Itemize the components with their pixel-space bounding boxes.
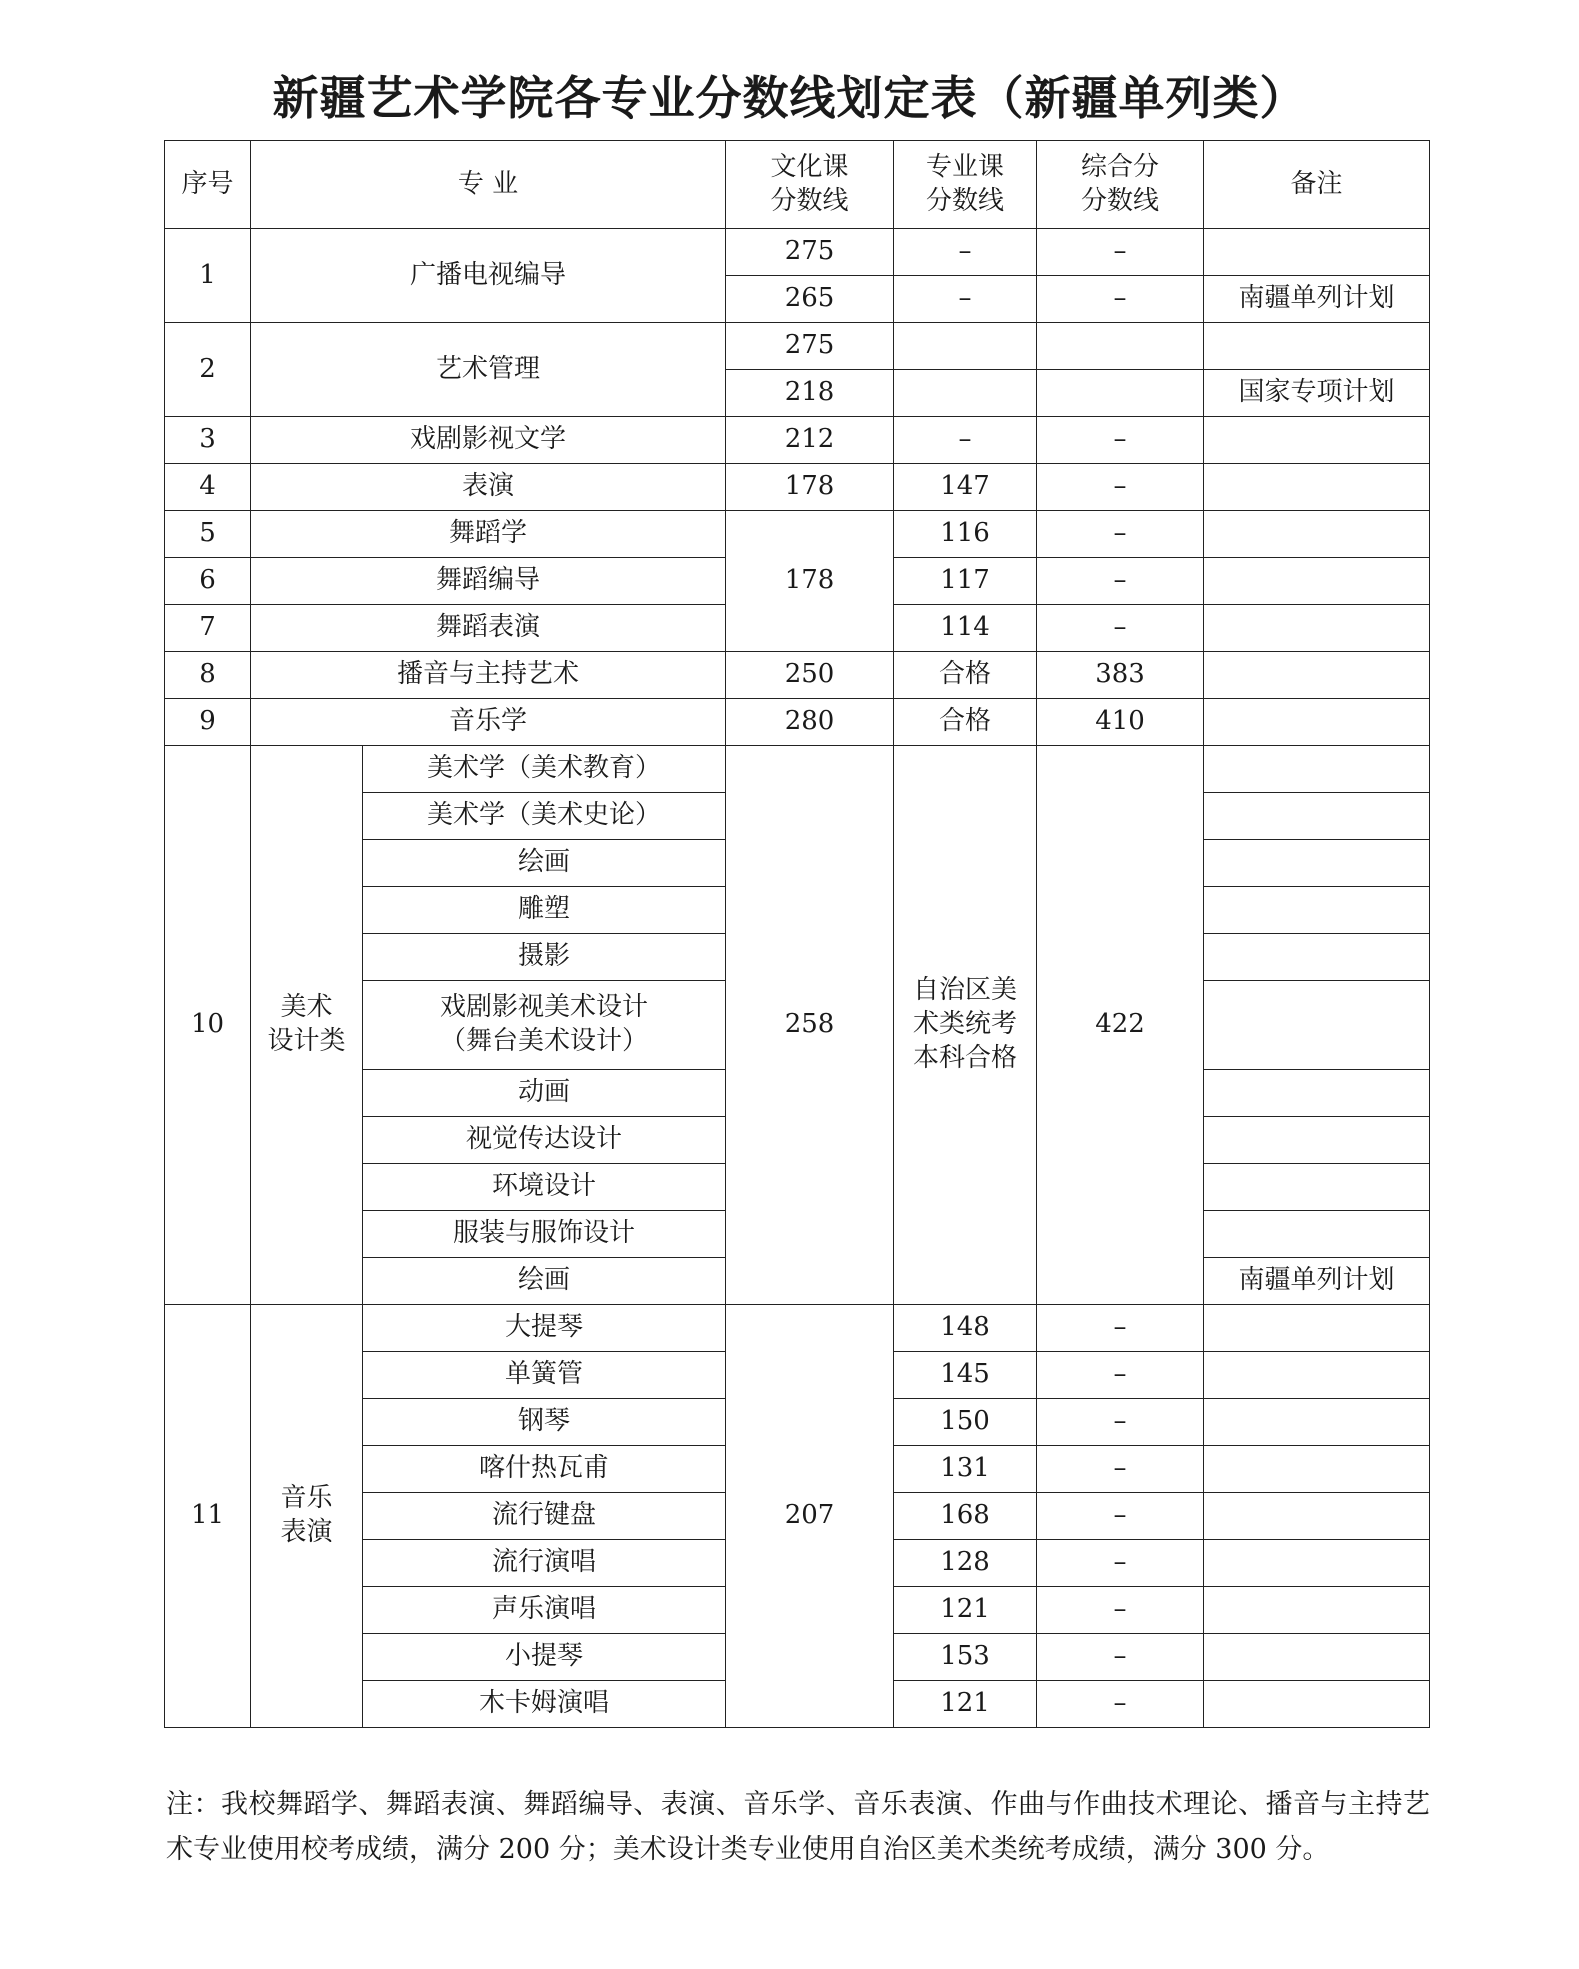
remark-cell xyxy=(1204,746,1430,793)
remark-cell xyxy=(1204,793,1430,840)
culture-cell: 178 xyxy=(726,511,894,652)
remark-cell xyxy=(1204,1305,1430,1352)
remark-cell xyxy=(1204,887,1430,934)
remark-cell xyxy=(1204,1070,1430,1117)
major-cell: 舞蹈编导 xyxy=(251,558,726,605)
category-cell: 美术 设计类 xyxy=(251,746,363,1305)
major-cell: 声乐演唱 xyxy=(363,1587,726,1634)
total-cell: – xyxy=(1037,417,1204,464)
prof-cell: 128 xyxy=(894,1540,1037,1587)
major-cell: 美术学（美术史论） xyxy=(363,793,726,840)
total-cell: – xyxy=(1037,1587,1204,1634)
total-cell: 383 xyxy=(1037,652,1204,699)
total-cell: – xyxy=(1037,1634,1204,1681)
footnote: 注：我校舞蹈学、舞蹈表演、舞蹈编导、表演、音乐学、音乐表演、作曲与作曲技术理论、播音与主持艺术专业使用校考成绩，满分 200 分；美术设计类专业使用自治区美术类统考成绩，满分 300 分。 xyxy=(166,1789,1430,1865)
major-cell: 音乐学 xyxy=(251,699,726,746)
major-cell: 雕塑 xyxy=(363,887,726,934)
seq-cell: 6 xyxy=(165,558,251,605)
remark-cell xyxy=(1204,1164,1430,1211)
remark-cell xyxy=(1204,229,1430,276)
total-cell xyxy=(1037,370,1204,417)
major-cell: 小提琴 xyxy=(363,1634,726,1681)
major-cell: 流行演唱 xyxy=(363,1540,726,1587)
header-remark: 备注 xyxy=(1204,141,1430,229)
prof-cell xyxy=(894,323,1037,370)
seq-cell: 5 xyxy=(165,511,251,558)
total-cell: – xyxy=(1037,1399,1204,1446)
culture-cell: 218 xyxy=(726,370,894,417)
seq-cell: 1 xyxy=(165,229,251,323)
major-cell: 环境设计 xyxy=(363,1164,726,1211)
total-cell: – xyxy=(1037,1540,1204,1587)
major-cell: 广播电视编导 xyxy=(251,229,726,323)
seq-cell: 10 xyxy=(165,746,251,1305)
remark-cell xyxy=(1204,1352,1430,1399)
total-cell: – xyxy=(1037,276,1204,323)
prof-cell: 合格 xyxy=(894,699,1037,746)
seq-cell: 4 xyxy=(165,464,251,511)
header-culture: 文化课 分数线 xyxy=(726,141,894,229)
header-seq: 序号 xyxy=(165,141,251,229)
remark-cell xyxy=(1204,558,1430,605)
seq-cell: 7 xyxy=(165,605,251,652)
major-cell: 单簧管 xyxy=(363,1352,726,1399)
remark-cell xyxy=(1204,652,1430,699)
remark-cell xyxy=(1204,840,1430,887)
table-row xyxy=(165,699,1430,746)
seq-cell: 11 xyxy=(165,1305,251,1728)
table-row xyxy=(165,511,1430,558)
category-cell: 音乐 表演 xyxy=(251,1305,363,1728)
prof-cell: 131 xyxy=(894,1446,1037,1493)
remark-cell xyxy=(1204,1117,1430,1164)
prof-cell: – xyxy=(894,229,1037,276)
prof-cell: 117 xyxy=(894,558,1037,605)
table-row xyxy=(165,417,1430,464)
total-cell: 422 xyxy=(1037,746,1204,1305)
major-cell: 流行键盘 xyxy=(363,1493,726,1540)
header-row xyxy=(165,141,1430,229)
total-cell: – xyxy=(1037,1446,1204,1493)
major-cell: 戏剧影视美术设计 （舞台美术设计） xyxy=(363,981,726,1070)
total-cell: – xyxy=(1037,464,1204,511)
total-cell: 410 xyxy=(1037,699,1204,746)
major-cell: 摄影 xyxy=(363,934,726,981)
remark-cell xyxy=(1204,1540,1430,1587)
major-cell: 服装与服饰设计 xyxy=(363,1211,726,1258)
remark-cell: 国家专项计划 xyxy=(1204,370,1430,417)
prof-cell: – xyxy=(894,276,1037,323)
culture-cell: 280 xyxy=(726,699,894,746)
total-cell: – xyxy=(1037,1305,1204,1352)
culture-cell: 275 xyxy=(726,323,894,370)
major-cell: 舞蹈表演 xyxy=(251,605,726,652)
major-cell: 美术学（美术教育） xyxy=(363,746,726,793)
prof-cell: 121 xyxy=(894,1681,1037,1728)
remark-cell xyxy=(1204,981,1430,1070)
header-major: 专 业 xyxy=(251,141,726,229)
table-row xyxy=(165,229,1430,276)
prof-cell: 153 xyxy=(894,1634,1037,1681)
prof-cell: 116 xyxy=(894,511,1037,558)
remark-cell xyxy=(1204,605,1430,652)
total-cell: – xyxy=(1037,1493,1204,1540)
remark-cell xyxy=(1204,464,1430,511)
culture-cell: 275 xyxy=(726,229,894,276)
total-cell xyxy=(1037,323,1204,370)
seq-cell: 9 xyxy=(165,699,251,746)
remark-cell xyxy=(1204,699,1430,746)
prof-cell: 148 xyxy=(894,1305,1037,1352)
remark-cell xyxy=(1204,1446,1430,1493)
prof-cell xyxy=(894,370,1037,417)
prof-cell: 合格 xyxy=(894,652,1037,699)
page-title: 新疆艺术学院各专业分数线划定表（新疆单列类） xyxy=(272,71,1307,125)
major-cell: 表演 xyxy=(251,464,726,511)
seq-cell: 8 xyxy=(165,652,251,699)
table-row xyxy=(165,746,1430,793)
score-table xyxy=(164,140,1430,1728)
major-cell: 绘画 xyxy=(363,1258,726,1305)
major-cell: 动画 xyxy=(363,1070,726,1117)
remark-cell xyxy=(1204,323,1430,370)
major-cell: 喀什热瓦甫 xyxy=(363,1446,726,1493)
remark-cell xyxy=(1204,1681,1430,1728)
major-cell: 绘画 xyxy=(363,840,726,887)
remark-cell xyxy=(1204,1493,1430,1540)
remark-cell xyxy=(1204,511,1430,558)
prof-cell: 自治区美 术类统考 本科合格 xyxy=(894,746,1037,1305)
total-cell: – xyxy=(1037,229,1204,276)
major-cell: 播音与主持艺术 xyxy=(251,652,726,699)
prof-cell: 150 xyxy=(894,1399,1037,1446)
culture-cell: 258 xyxy=(726,746,894,1305)
remark-cell xyxy=(1204,934,1430,981)
major-cell: 戏剧影视文学 xyxy=(251,417,726,464)
remark-cell xyxy=(1204,1211,1430,1258)
remark-cell: 南疆单列计划 xyxy=(1204,1258,1430,1305)
major-cell: 木卡姆演唱 xyxy=(363,1681,726,1728)
culture-cell: 212 xyxy=(726,417,894,464)
remark-cell: 南疆单列计划 xyxy=(1204,276,1430,323)
prof-cell: 147 xyxy=(894,464,1037,511)
remark-cell xyxy=(1204,1587,1430,1634)
total-cell: – xyxy=(1037,558,1204,605)
table-row xyxy=(165,1305,1430,1352)
remark-cell xyxy=(1204,1634,1430,1681)
seq-cell: 3 xyxy=(165,417,251,464)
total-cell: – xyxy=(1037,1681,1204,1728)
header-total: 综合分 分数线 xyxy=(1037,141,1204,229)
culture-cell: 250 xyxy=(726,652,894,699)
total-cell: – xyxy=(1037,511,1204,558)
remark-cell xyxy=(1204,1399,1430,1446)
culture-cell: 207 xyxy=(726,1305,894,1728)
total-cell: – xyxy=(1037,605,1204,652)
prof-cell: 121 xyxy=(894,1587,1037,1634)
prof-cell: 168 xyxy=(894,1493,1037,1540)
prof-cell: 114 xyxy=(894,605,1037,652)
major-cell: 舞蹈学 xyxy=(251,511,726,558)
header-prof: 专业课 分数线 xyxy=(894,141,1037,229)
remark-cell xyxy=(1204,417,1430,464)
culture-cell: 265 xyxy=(726,276,894,323)
prof-cell: 145 xyxy=(894,1352,1037,1399)
total-cell: – xyxy=(1037,1352,1204,1399)
table-row xyxy=(165,652,1430,699)
major-cell: 艺术管理 xyxy=(251,323,726,417)
prof-cell: – xyxy=(894,417,1037,464)
major-cell: 大提琴 xyxy=(363,1305,726,1352)
seq-cell: 2 xyxy=(165,323,251,417)
major-cell: 视觉传达设计 xyxy=(363,1117,726,1164)
table-row xyxy=(165,464,1430,511)
table-row xyxy=(165,323,1430,370)
major-cell: 钢琴 xyxy=(363,1399,726,1446)
culture-cell: 178 xyxy=(726,464,894,511)
